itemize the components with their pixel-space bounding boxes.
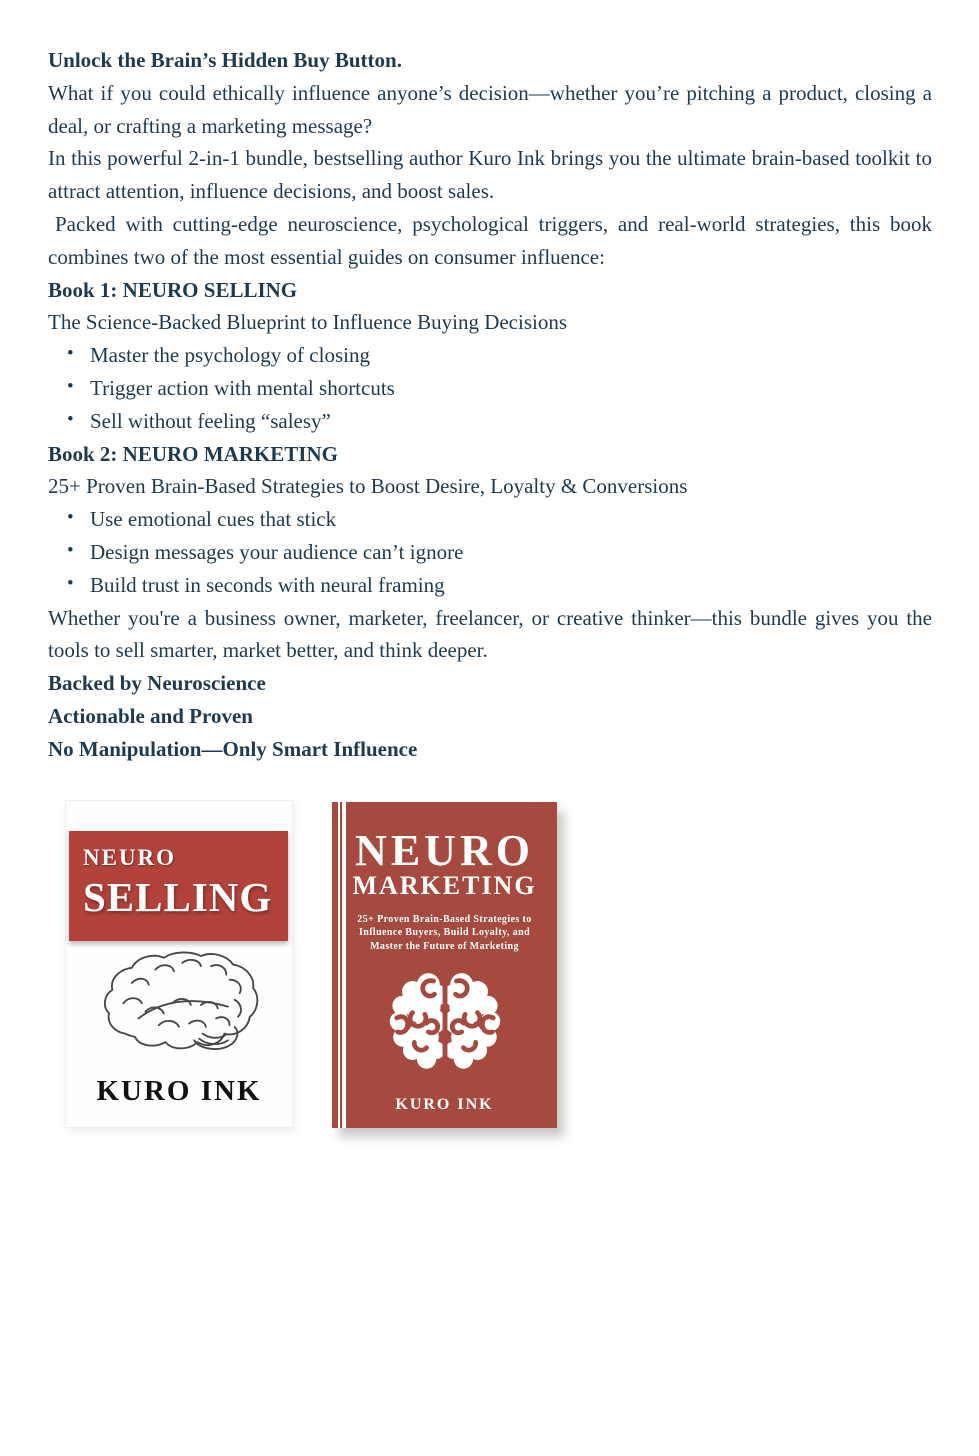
neuro-selling-cover	[65, 800, 293, 1128]
selling-title-line2: SELLING	[83, 873, 273, 920]
list-item: • Master the psychology of closing	[90, 339, 932, 372]
outro-paragraph: Whether you're a business owner, marketer, freelancer, or creative thinker—this bundle gives you the tools to sell smarter, market better, and think deeper.	[48, 605, 932, 663]
intro-paragraph-3: Packed with cutting-edge neuroscience, psychological triggers, and real-world strategies, this book combines two of the most essential guides on consumer influence:	[48, 211, 932, 269]
benefit-line-2: Actionable and Proven	[48, 703, 253, 728]
selling-title-line1: NEURO	[83, 844, 177, 870]
selling-title-banner	[69, 831, 288, 941]
book-covers-image	[65, 800, 932, 1128]
intro-paragraph-1: What if you could ethically influence anyone’s decision—whether you’re pitching a product, closing a deal, or crafting a marketing message?	[48, 80, 932, 138]
book2-heading: Book 2: NEURO MARKETING	[48, 441, 338, 466]
brain-icon	[388, 967, 502, 1081]
list-item: • Build trust in seconds with neural framing	[90, 569, 932, 602]
marketing-subtitle-line1: 25+ Proven Brain-Based Strategies to	[357, 913, 532, 925]
benefit-line-1: Backed by Neuroscience	[48, 671, 266, 696]
book2-bullet-list	[48, 503, 932, 601]
neuro-marketing-cover	[332, 802, 557, 1128]
intro-paragraph-2: In this powerful 2-in-1 bundle, bestselling author Kuro Ink brings you the ultimate brain-based toolkit to attract attention, influence decisions, and boost sales.	[48, 146, 932, 204]
benefit-line-3: No Manipulation—Only Smart Influence	[48, 736, 418, 761]
marketing-subtitle	[332, 913, 557, 954]
book1-heading: Book 1: NEURO SELLING	[48, 277, 298, 302]
marketing-author: KURO INK	[395, 1096, 494, 1114]
marketing-title-line2: MARKETING	[352, 870, 537, 900]
book1-subtitle: The Science-Backed Blueprint to Influence Buying Decisions	[48, 310, 568, 335]
marketing-title-line1: NEURO	[355, 825, 534, 875]
book1-bullet-list	[48, 339, 932, 437]
list-item: • Sell without feeling “salesy”	[90, 405, 932, 438]
marketing-subtitle-line2: Influence Buyers, Build Loyalty, and	[358, 927, 531, 939]
list-item: • Use emotional cues that stick	[90, 503, 932, 536]
intro-heading: Unlock the Brain’s Hidden Buy Button.	[48, 48, 402, 72]
marketing-subtitle-line3: Master the Future of Marketing	[370, 940, 519, 952]
selling-author: KURO INK	[96, 1074, 262, 1107]
book2-subtitle: 25+ Proven Brain-Based Strategies to Boost Desire, Loyalty & Conversions	[48, 474, 688, 499]
list-item: • Design messages your audience can’t ignore	[90, 536, 932, 569]
brain-sketch-icon	[89, 951, 269, 1069]
list-item: • Trigger action with mental shortcuts	[90, 372, 932, 405]
